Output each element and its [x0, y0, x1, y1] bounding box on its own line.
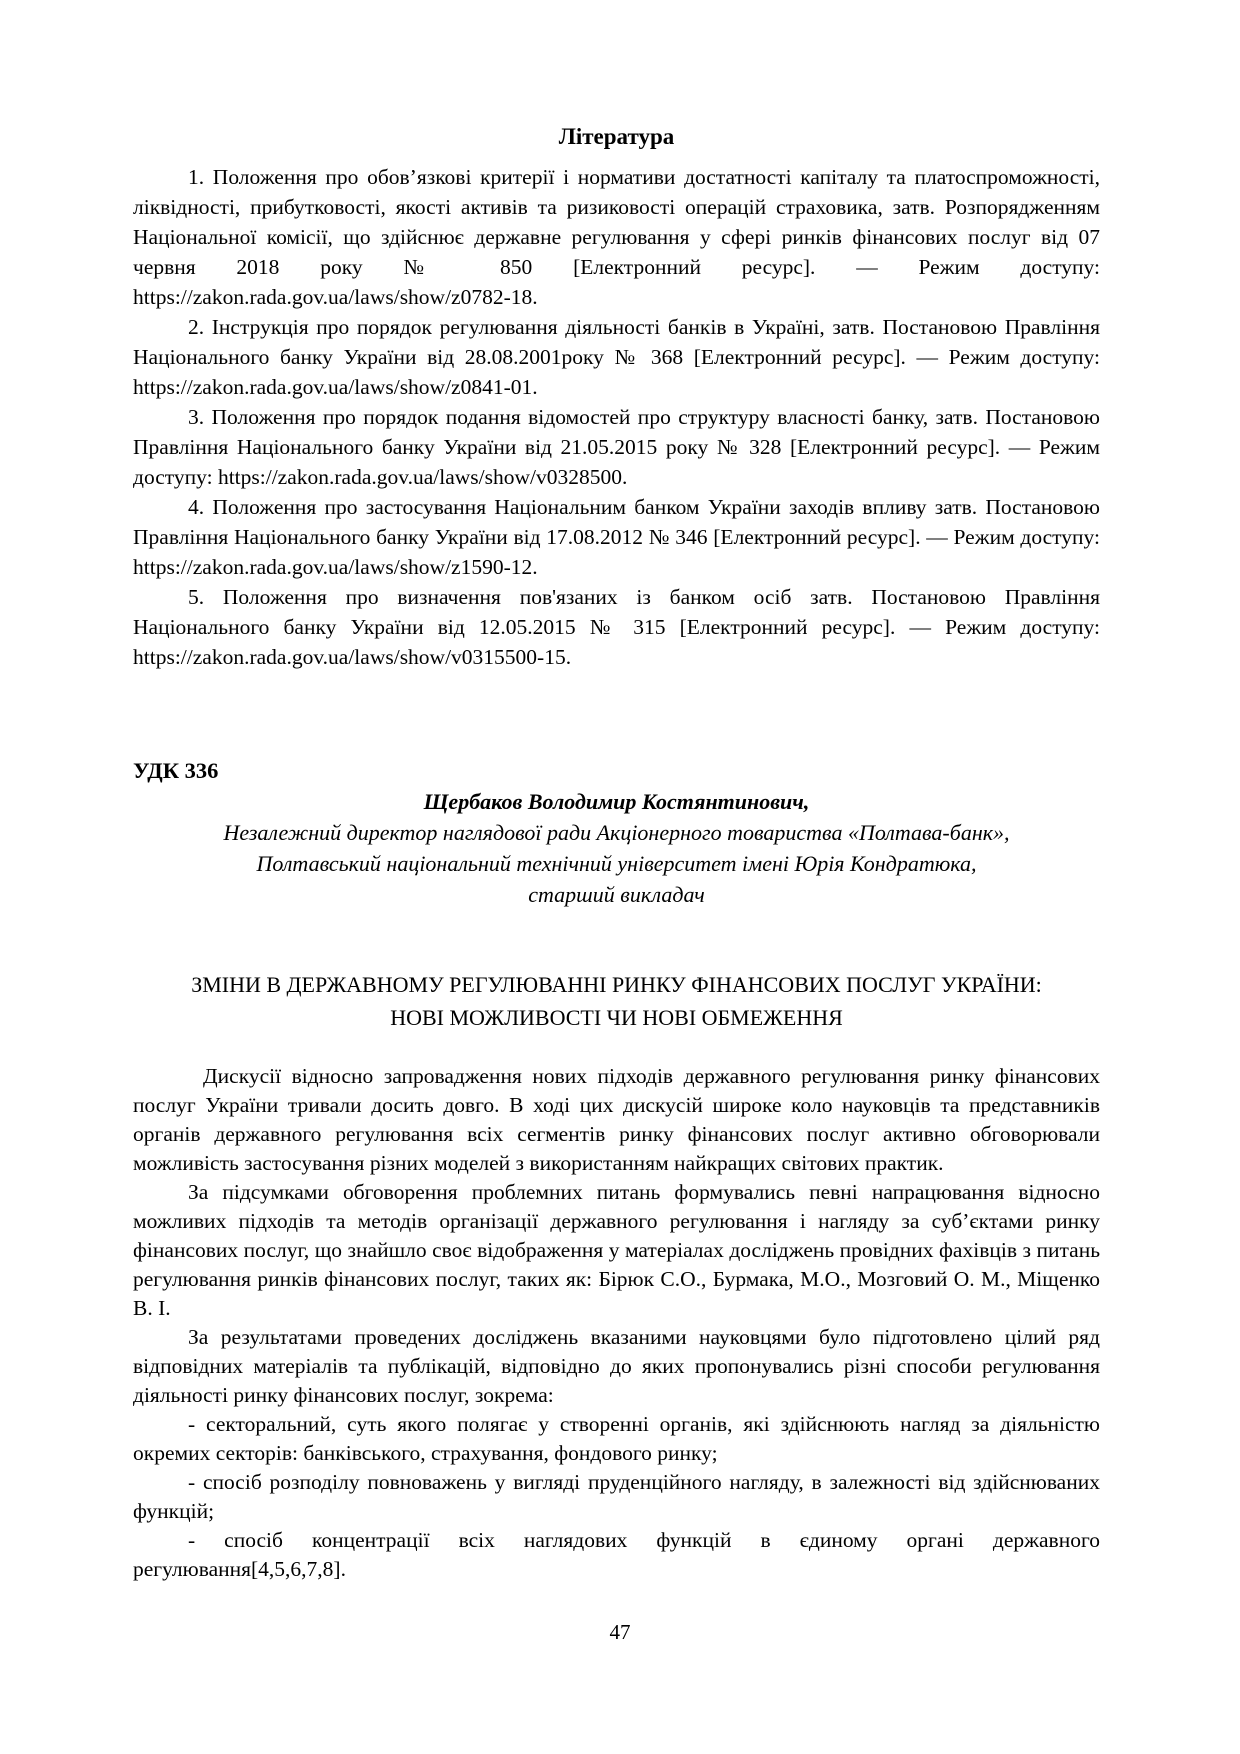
- page-number: 47: [609, 1620, 631, 1644]
- body-paragraph-1: Дискусії відносно запровадження нових підходів державного регулювання ринку фінансових послуг України тривали досить довго. В ході цих дискусій широке коло науковців та представників органів державного регулювання всіх сегментів ринку фінансових послуг активно обговорювали можливість застосування різних моделей з використанням найкращих світових практик.: [133, 1064, 1100, 1175]
- reference-item-4: 4. Положення про застосування Національним банком України заходів впливу затв. Постановою Правління Національного банку України від 17.08.2012 № 346 [Електронний ресурс]. — Режим доступу: https://zakon.rada.gov.ua/laws/show/z1590-12.: [133, 495, 1100, 579]
- reference-item-1: 1. Положення про обов’язкові критерії і нормативи достатності капіталу та платоспроможності, ліквідності, прибутковості, якості активів та ризиковості операцій страховика, затв. Розпорядженням Національної комісії, що здійснює державне регулювання у сфері ринків фінансових послуг від 07 червня 2018 року № 850 [Електронний ресурс]. — Режим доступу: https://zakon.rada.gov.ua/laws/show/z0782-18.: [133, 165, 1100, 309]
- author-position: старший викладач: [528, 882, 705, 907]
- reference-item-3: 3. Положення про порядок подання відомостей про структуру власності банку, затв. Постановою Правління Національного банку України від 21.05.2015 року № 328 [Електронний ресурс]. — Режим доступу: https://zakon.rada.gov.ua/laws/show/v0328500.: [133, 405, 1100, 489]
- list-item-concentration: - спосіб концентрації всіх наглядових функцій в єдиному органі державного регулювання[4,5,6,7,8].: [133, 1528, 1100, 1581]
- reference-item-5: 5. Положення про визначення пов'язаних із банком осіб затв. Постановою Правління Національного банку України від 12.05.2015 № 315 [Електронний ресурс]. — Режим доступу: https://zakon.rada.gov.ua/laws/show/v0315500-15.: [133, 585, 1100, 669]
- list-item-sectoral: - секторальний, суть якого полягає у створенні органів, які здійснюють нагляд за діяльністю окремих секторів: банківського, страхування, фондового ринку;: [133, 1412, 1100, 1465]
- author-affiliation-line-1: Незалежний директор наглядової ради Акціонерного товариства «Полтава-банк»,: [223, 820, 1010, 845]
- body-paragraph-3: За результатами проведених досліджень вказаними науковцями було підготовлено цілий ряд відповідних матеріалів та публікацій, відповідно до яких пропонувались різні способи регулювання діяльності ринку фінансових послуг, зокрема:: [133, 1325, 1100, 1407]
- literature-heading: Література: [558, 124, 675, 149]
- list-item-prudential: - спосіб розподілу повноважень у вигляді пруденційного нагляду, в залежності від здійснюваних функцій;: [133, 1470, 1100, 1523]
- article-title: ЗМІНИ В ДЕРЖАВНОМУ РЕГУЛЮВАННІ РИНКУ ФІНАНСОВИХ ПОСЛУГ УКРАЇНИ: НОВІ МОЖЛИВОСТІ ЧИ НОВІ ОБМЕЖЕННЯ: [191, 972, 1042, 1030]
- author-affiliation-line-2: Полтавський національний технічний університет імені Юрія Кондратюка,: [256, 851, 977, 876]
- author-name: Щербаков Володимир Костянтинович,: [423, 789, 810, 814]
- udc-code: УДК 336: [133, 758, 219, 783]
- body-paragraph-2: За підсумками обговорення проблемних питань формувались певні напрацювання відносно можливих підходів та методів організації державного регулювання і нагляду за суб’єктами ринку фінансових послуг, що знайшло своє відображення у матеріалах досліджень провідних фахівців з питань регулювання ринків фінансових послуг, таких як: Бірюк С.О., Бурмака, М.О., Мозговий О. М., Міщенко В. І.: [133, 1180, 1100, 1320]
- reference-item-2: 2. Інструкція про порядок регулювання діяльності банків в Україні, затв. Постановою Правління Національного банку України від 28.08.2001року № 368 [Електронний ресурс]. — Режим доступу: https://zakon.rada.gov.ua/laws/show/z0841-01.: [133, 315, 1100, 399]
